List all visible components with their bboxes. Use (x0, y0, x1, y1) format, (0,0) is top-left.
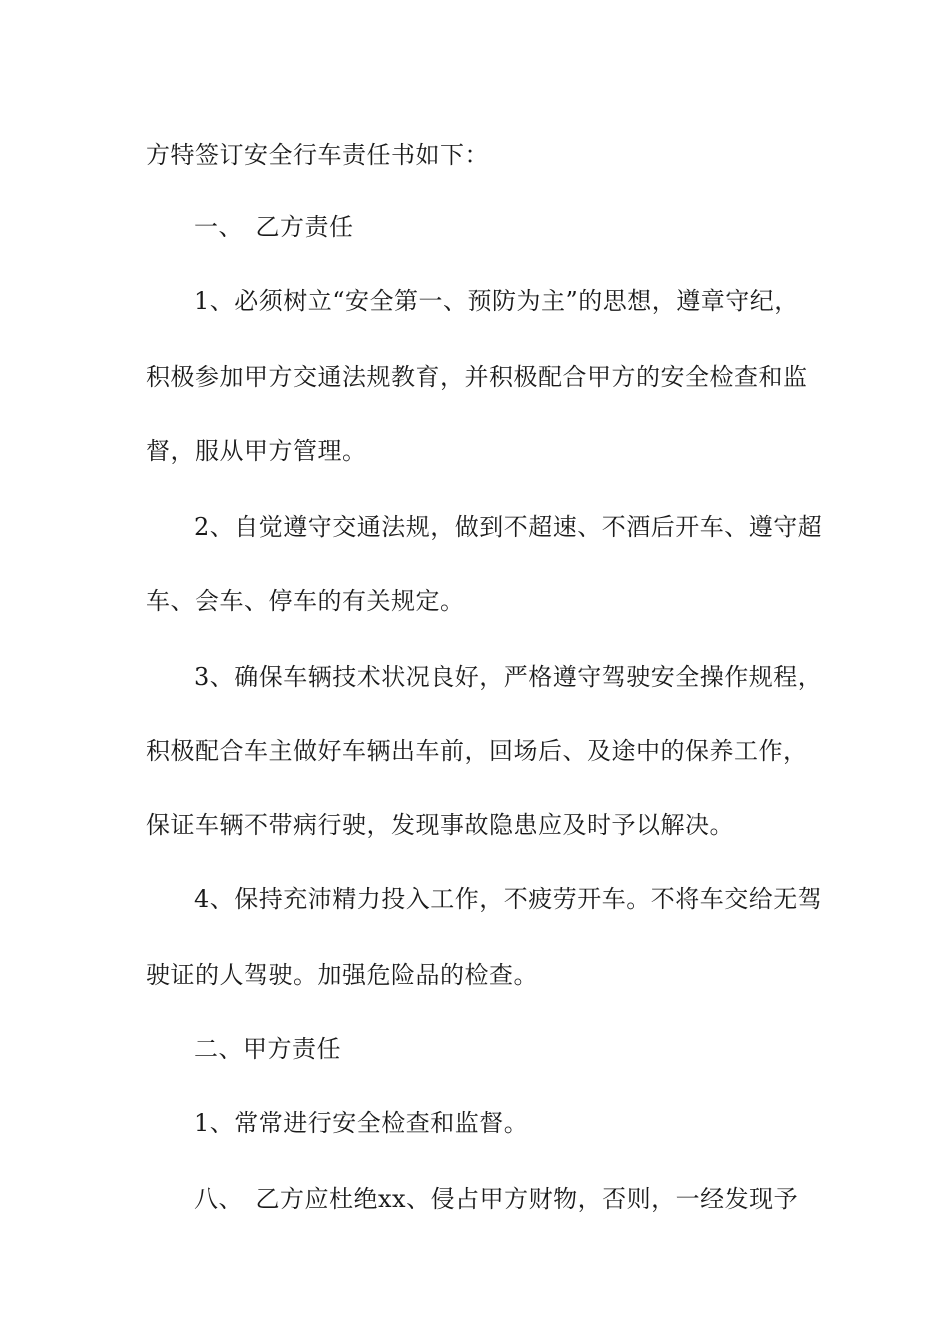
text-line: 积极配合车主做好车辆出车前，回场后、及途中的保养工作， (146, 737, 808, 765)
text-line: 1、必须树立“安全第一、预防为主”的思想，遵章守纪， (194, 287, 799, 315)
text-line: 2、自觉遵守交通法规，做到不超速、不酒后开车、遵守超 (194, 513, 823, 541)
text-line: 保证车辆不带病行驶，发现事故隐患应及时予以解决。 (146, 811, 734, 839)
section-heading-party-a: 二、甲方责任 (194, 1035, 341, 1063)
text-line: 驶证的人驾驶。加强危险品的检查。 (146, 961, 538, 989)
text-line: 3、确保车辆技术状况良好，严格遵守驾驶安全操作规程， (194, 663, 823, 691)
text-line: 车、会车、停车的有关规定。 (146, 587, 465, 615)
text-line: 八、 乙方应杜绝xx、侵占甲方财物，否则，一经发现予 (194, 1185, 799, 1213)
text-line-intro: 方特签订安全行车责任书如下： (146, 141, 489, 169)
text-line: 积极参加甲方交通法规教育，并积极配合甲方的安全检查和监 (146, 363, 808, 391)
text-line: 4、保持充沛精力投入工作，不疲劳开车。不将车交给无驾 (194, 885, 823, 913)
text-line: 督，服从甲方管理。 (146, 437, 367, 465)
section-heading-party-b: 一、 乙方责任 (194, 213, 354, 241)
text-line: 1、常常进行安全检查和监督。 (194, 1109, 529, 1137)
